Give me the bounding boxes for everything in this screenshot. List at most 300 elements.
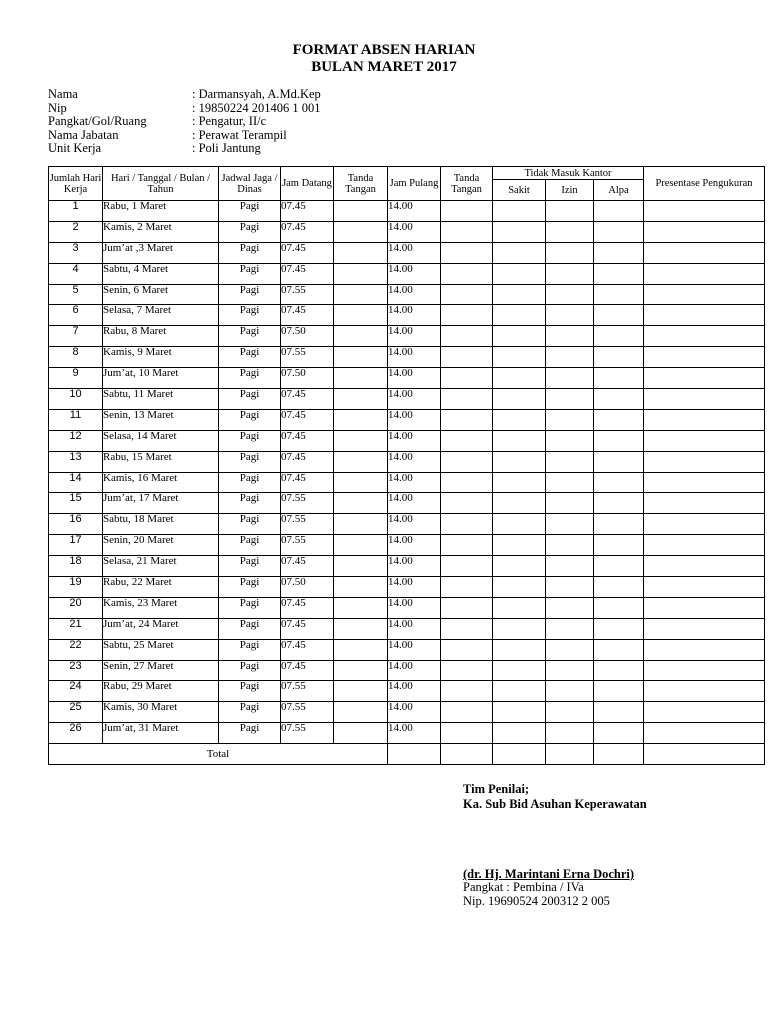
row-alpa	[594, 618, 644, 639]
row-jam-datang: 07.50	[281, 577, 334, 598]
row-alpa	[594, 389, 644, 410]
row-alpa	[594, 263, 644, 284]
header-jam-datang: Jam Datang	[281, 167, 334, 201]
header-jumlah: Jumlah Hari Kerja	[49, 167, 103, 201]
row-jam-datang: 07.45	[281, 660, 334, 681]
row-jam-pulang: 14.00	[388, 514, 441, 535]
row-alpa	[594, 326, 644, 347]
row-jam-pulang: 14.00	[388, 723, 441, 744]
row-tanda-tangan	[441, 660, 493, 681]
row-sakit	[493, 201, 546, 222]
row-number: 1	[49, 201, 103, 222]
info-label: Nip	[48, 100, 67, 115]
row-alpa	[594, 284, 644, 305]
row-presentase	[644, 409, 765, 430]
row-jam-pulang: 14.00	[388, 305, 441, 326]
row-izin	[546, 702, 594, 723]
row-presentase	[644, 472, 765, 493]
row-tanda-tangan	[334, 577, 388, 598]
table-row	[49, 347, 765, 368]
total-cell	[594, 744, 644, 765]
row-sakit	[493, 305, 546, 326]
table-row	[49, 326, 765, 347]
row-date: Senin, 20 Maret	[103, 535, 219, 556]
document-subtitle: BULAN MARET 2017	[311, 59, 457, 75]
row-tanda-tangan	[441, 284, 493, 305]
row-sakit	[493, 389, 546, 410]
row-tanda-tangan	[334, 389, 388, 410]
row-date: Sabtu, 18 Maret	[103, 514, 219, 535]
row-tanda-tangan	[441, 681, 493, 702]
table-row	[49, 660, 765, 681]
row-alpa	[594, 409, 644, 430]
row-number: 10	[49, 389, 103, 410]
info-row-pangkat	[48, 115, 321, 129]
row-jam-pulang: 14.00	[388, 368, 441, 389]
row-jam-datang: 07.55	[281, 284, 334, 305]
row-alpa	[594, 577, 644, 598]
row-tanda-tangan	[334, 326, 388, 347]
row-schedule: Pagi	[219, 493, 281, 514]
info-value: : Perawat Terampil	[192, 127, 287, 142]
row-alpa	[594, 723, 644, 744]
row-tanda-tangan	[334, 284, 388, 305]
row-date: Senin, 6 Maret	[103, 284, 219, 305]
row-jam-pulang: 14.00	[388, 409, 441, 430]
row-schedule: Pagi	[219, 389, 281, 410]
row-presentase	[644, 284, 765, 305]
row-date: Rabu, 1 Maret	[103, 201, 219, 222]
row-jam-datang: 07.55	[281, 514, 334, 535]
row-presentase	[644, 556, 765, 577]
row-jam-datang: 07.45	[281, 597, 334, 618]
row-number: 7	[49, 326, 103, 347]
row-schedule: Pagi	[219, 514, 281, 535]
row-date: Rabu, 8 Maret	[103, 326, 219, 347]
row-number: 17	[49, 535, 103, 556]
row-number: 6	[49, 305, 103, 326]
row-jam-pulang: 14.00	[388, 201, 441, 222]
row-presentase	[644, 577, 765, 598]
row-tanda-tangan	[441, 577, 493, 598]
row-jam-pulang: 14.00	[388, 493, 441, 514]
row-sakit	[493, 723, 546, 744]
row-jam-datang: 07.45	[281, 263, 334, 284]
row-number: 22	[49, 639, 103, 660]
row-jam-pulang: 14.00	[388, 242, 441, 263]
signer-name: (dr. Hj. Marintani Erna Dochri)	[463, 867, 635, 881]
header-izin: Izin	[546, 180, 594, 201]
row-jam-datang: 07.55	[281, 702, 334, 723]
table-row	[49, 451, 765, 472]
row-date: Kamis, 2 Maret	[103, 221, 219, 242]
row-number: 9	[49, 368, 103, 389]
row-presentase	[644, 430, 765, 451]
row-sakit	[493, 430, 546, 451]
row-tanda-tangan	[441, 597, 493, 618]
row-sakit	[493, 368, 546, 389]
row-sakit	[493, 493, 546, 514]
info-row-unit	[48, 142, 321, 156]
row-tanda-tangan	[441, 201, 493, 222]
table-row	[49, 409, 765, 430]
header-presentase: Presentase Pengukuran	[644, 167, 765, 201]
row-izin	[546, 430, 594, 451]
row-tanda-tangan	[334, 368, 388, 389]
signer-nip: Nip. 19690524 200312 2 005	[463, 894, 610, 908]
table-row	[49, 702, 765, 723]
row-alpa	[594, 660, 644, 681]
row-izin	[546, 514, 594, 535]
row-jam-datang: 07.45	[281, 389, 334, 410]
total-cell	[441, 744, 493, 765]
row-tanda-tangan	[334, 430, 388, 451]
header-alpa: Alpa	[594, 180, 644, 201]
info-label: Pangkat/Gol/Ruang	[48, 114, 147, 128]
row-izin	[546, 389, 594, 410]
row-date: Rabu, 22 Maret	[103, 577, 219, 598]
row-number: 3	[49, 242, 103, 263]
row-number: 25	[49, 702, 103, 723]
table-row	[49, 493, 765, 514]
row-date: Kamis, 30 Maret	[103, 702, 219, 723]
row-jam-datang: 07.45	[281, 409, 334, 430]
row-jam-pulang: 14.00	[388, 284, 441, 305]
row-tanda-tangan	[334, 660, 388, 681]
row-jam-pulang: 14.00	[388, 389, 441, 410]
row-tanda-tangan	[334, 451, 388, 472]
row-jam-pulang: 14.00	[388, 221, 441, 242]
row-number: 24	[49, 681, 103, 702]
row-tanda-tangan	[441, 535, 493, 556]
row-izin	[546, 242, 594, 263]
row-presentase	[644, 514, 765, 535]
row-presentase	[644, 639, 765, 660]
employee-info	[48, 88, 321, 156]
row-number: 21	[49, 618, 103, 639]
row-izin	[546, 556, 594, 577]
row-presentase	[644, 723, 765, 744]
row-sakit	[493, 326, 546, 347]
row-presentase	[644, 681, 765, 702]
row-tanda-tangan	[334, 681, 388, 702]
row-alpa	[594, 514, 644, 535]
info-label: Nama Jabatan	[48, 127, 119, 142]
row-tanda-tangan	[334, 597, 388, 618]
row-number: 16	[49, 514, 103, 535]
row-alpa	[594, 368, 644, 389]
row-date: Rabu, 15 Maret	[103, 451, 219, 472]
row-presentase	[644, 305, 765, 326]
row-alpa	[594, 702, 644, 723]
row-sakit	[493, 472, 546, 493]
row-alpa	[594, 639, 644, 660]
row-izin	[546, 368, 594, 389]
table-row	[49, 577, 765, 598]
row-schedule: Pagi	[219, 618, 281, 639]
row-date: Jum’at, 17 Maret	[103, 493, 219, 514]
header-sakit: Sakit	[493, 180, 546, 201]
table-row	[49, 681, 765, 702]
row-izin	[546, 577, 594, 598]
row-tanda-tangan	[441, 430, 493, 451]
row-izin	[546, 723, 594, 744]
row-alpa	[594, 451, 644, 472]
row-presentase	[644, 535, 765, 556]
row-jam-pulang: 14.00	[388, 472, 441, 493]
table-row	[49, 221, 765, 242]
row-sakit	[493, 221, 546, 242]
row-jam-datang: 07.55	[281, 681, 334, 702]
row-jam-pulang: 14.00	[388, 326, 441, 347]
row-tanda-tangan	[334, 347, 388, 368]
info-value: : Poli Jantung	[192, 141, 261, 155]
row-sakit	[493, 660, 546, 681]
info-value: : 19850224 201406 1 001	[192, 100, 321, 115]
table-row	[49, 556, 765, 577]
row-izin	[546, 347, 594, 368]
row-izin	[546, 409, 594, 430]
row-izin	[546, 660, 594, 681]
row-jam-datang: 07.45	[281, 556, 334, 577]
row-tanda-tangan	[334, 556, 388, 577]
total-cell	[644, 744, 765, 765]
row-izin	[546, 221, 594, 242]
row-date: Selasa, 7 Maret	[103, 305, 219, 326]
row-date: Kamis, 16 Maret	[103, 472, 219, 493]
row-number: 19	[49, 577, 103, 598]
row-number: 13	[49, 451, 103, 472]
row-schedule: Pagi	[219, 263, 281, 284]
row-number: 2	[49, 221, 103, 242]
row-number: 18	[49, 556, 103, 577]
row-jam-pulang: 14.00	[388, 702, 441, 723]
info-value: : Darmansyah, A.Md.Kep	[192, 87, 321, 101]
attendance-rows	[49, 201, 765, 744]
table-row	[49, 242, 765, 263]
row-jam-datang: 07.45	[281, 472, 334, 493]
row-jam-datang: 07.45	[281, 451, 334, 472]
row-izin	[546, 451, 594, 472]
row-jam-datang: 07.45	[281, 430, 334, 451]
row-sakit	[493, 263, 546, 284]
row-number: 11	[49, 409, 103, 430]
row-schedule: Pagi	[219, 451, 281, 472]
row-tanda-tangan	[441, 723, 493, 744]
row-number: 8	[49, 347, 103, 368]
row-sakit	[493, 556, 546, 577]
row-jam-datang: 07.45	[281, 305, 334, 326]
row-schedule: Pagi	[219, 556, 281, 577]
row-schedule: Pagi	[219, 660, 281, 681]
row-schedule: Pagi	[219, 639, 281, 660]
row-date: Kamis, 9 Maret	[103, 347, 219, 368]
row-schedule: Pagi	[219, 326, 281, 347]
table-row	[49, 368, 765, 389]
row-jam-datang: 07.55	[281, 535, 334, 556]
row-izin	[546, 284, 594, 305]
row-schedule: Pagi	[219, 430, 281, 451]
row-tanda-tangan	[334, 702, 388, 723]
row-sakit	[493, 535, 546, 556]
row-tanda-tangan	[334, 221, 388, 242]
row-alpa	[594, 535, 644, 556]
row-jam-pulang: 14.00	[388, 535, 441, 556]
header-jadwal: Jadwal Jaga / Dinas	[219, 167, 281, 201]
row-izin	[546, 263, 594, 284]
row-izin	[546, 618, 594, 639]
row-jam-datang: 07.45	[281, 242, 334, 263]
total-cell	[546, 744, 594, 765]
row-jam-pulang: 14.00	[388, 451, 441, 472]
row-jam-pulang: 14.00	[388, 597, 441, 618]
row-date: Rabu, 29 Maret	[103, 681, 219, 702]
row-number: 4	[49, 263, 103, 284]
row-number: 15	[49, 493, 103, 514]
tim-penilai: Tim Penilai;	[463, 782, 530, 796]
table-row	[49, 723, 765, 744]
table-row	[49, 201, 765, 222]
table-row	[49, 597, 765, 618]
row-tanda-tangan	[334, 472, 388, 493]
row-presentase	[644, 347, 765, 368]
table-row	[49, 305, 765, 326]
row-izin	[546, 597, 594, 618]
row-schedule: Pagi	[219, 723, 281, 744]
row-tanda-tangan	[334, 409, 388, 430]
row-tanda-tangan	[441, 242, 493, 263]
row-tanda-tangan	[334, 535, 388, 556]
table-row	[49, 430, 765, 451]
row-alpa	[594, 347, 644, 368]
row-izin	[546, 326, 594, 347]
row-izin	[546, 681, 594, 702]
row-sakit	[493, 347, 546, 368]
row-jam-pulang: 14.00	[388, 347, 441, 368]
row-schedule: Pagi	[219, 284, 281, 305]
row-presentase	[644, 242, 765, 263]
row-tanda-tangan	[441, 347, 493, 368]
row-jam-datang: 07.45	[281, 221, 334, 242]
row-sakit	[493, 451, 546, 472]
row-jam-datang: 07.50	[281, 368, 334, 389]
row-izin	[546, 472, 594, 493]
row-izin	[546, 535, 594, 556]
document-title: FORMAT ABSEN HARIAN	[292, 42, 476, 58]
row-presentase	[644, 618, 765, 639]
row-schedule: Pagi	[219, 409, 281, 430]
table-row	[49, 639, 765, 660]
row-tanda-tangan	[441, 702, 493, 723]
row-tanda-tangan	[334, 618, 388, 639]
total-cell	[493, 744, 546, 765]
row-sakit	[493, 618, 546, 639]
row-date: Jum’at, 10 Maret	[103, 368, 219, 389]
row-jam-pulang: 14.00	[388, 556, 441, 577]
row-jam-pulang: 14.00	[388, 618, 441, 639]
row-number: 23	[49, 660, 103, 681]
row-sakit	[493, 702, 546, 723]
header-tanda-tangan: Tanda Tangan	[334, 167, 388, 201]
table-row	[49, 618, 765, 639]
row-schedule: Pagi	[219, 472, 281, 493]
info-label: Unit Kerja	[48, 141, 102, 155]
row-tanda-tangan	[334, 723, 388, 744]
row-tanda-tangan	[334, 639, 388, 660]
row-alpa	[594, 493, 644, 514]
table-row	[49, 284, 765, 305]
row-presentase	[644, 263, 765, 284]
row-jam-pulang: 14.00	[388, 263, 441, 284]
total-label: Total	[49, 744, 388, 765]
row-tanda-tangan	[441, 389, 493, 410]
row-jam-datang: 07.45	[281, 639, 334, 660]
row-sakit	[493, 409, 546, 430]
row-tanda-tangan	[441, 305, 493, 326]
row-date: Sabtu, 11 Maret	[103, 389, 219, 410]
row-sakit	[493, 639, 546, 660]
row-tanda-tangan	[334, 242, 388, 263]
row-jam-datang: 07.55	[281, 493, 334, 514]
info-row-nip	[48, 102, 321, 116]
row-tanda-tangan	[441, 263, 493, 284]
signer-position: Ka. Sub Bid Asuhan Keperawatan	[463, 797, 647, 811]
row-number: 26	[49, 723, 103, 744]
row-jam-pulang: 14.00	[388, 639, 441, 660]
row-tanda-tangan	[334, 493, 388, 514]
row-alpa	[594, 430, 644, 451]
row-tanda-tangan	[334, 305, 388, 326]
row-number: 5	[49, 284, 103, 305]
info-value: : Pengatur, II/c	[192, 114, 267, 128]
table-row	[49, 389, 765, 410]
table-row	[49, 263, 765, 284]
table-row	[49, 514, 765, 535]
row-tanda-tangan	[441, 618, 493, 639]
row-izin	[546, 639, 594, 660]
row-presentase	[644, 702, 765, 723]
row-number: 20	[49, 597, 103, 618]
row-tanda-tangan	[441, 556, 493, 577]
info-row-nama	[48, 88, 321, 102]
row-alpa	[594, 597, 644, 618]
row-tanda-tangan	[441, 451, 493, 472]
row-sakit	[493, 514, 546, 535]
row-date: Jum’at, 31 Maret	[103, 723, 219, 744]
row-jam-datang: 07.45	[281, 618, 334, 639]
header-tanda-tangan: Tanda Tangan	[441, 167, 493, 201]
row-schedule: Pagi	[219, 535, 281, 556]
row-date: Senin, 27 Maret	[103, 660, 219, 681]
row-schedule: Pagi	[219, 221, 281, 242]
row-tanda-tangan	[441, 472, 493, 493]
row-alpa	[594, 305, 644, 326]
row-schedule: Pagi	[219, 242, 281, 263]
row-schedule: Pagi	[219, 305, 281, 326]
row-jam-datang: 07.55	[281, 347, 334, 368]
row-schedule: Pagi	[219, 681, 281, 702]
row-izin	[546, 201, 594, 222]
row-jam-pulang: 14.00	[388, 681, 441, 702]
row-date: Sabtu, 4 Maret	[103, 263, 219, 284]
row-schedule: Pagi	[219, 347, 281, 368]
header-tidak-masuk: Tidak Masuk Kantor	[493, 167, 644, 180]
row-date: Selasa, 14 Maret	[103, 430, 219, 451]
row-sakit	[493, 284, 546, 305]
row-tanda-tangan	[441, 326, 493, 347]
row-tanda-tangan	[441, 514, 493, 535]
row-presentase	[644, 221, 765, 242]
